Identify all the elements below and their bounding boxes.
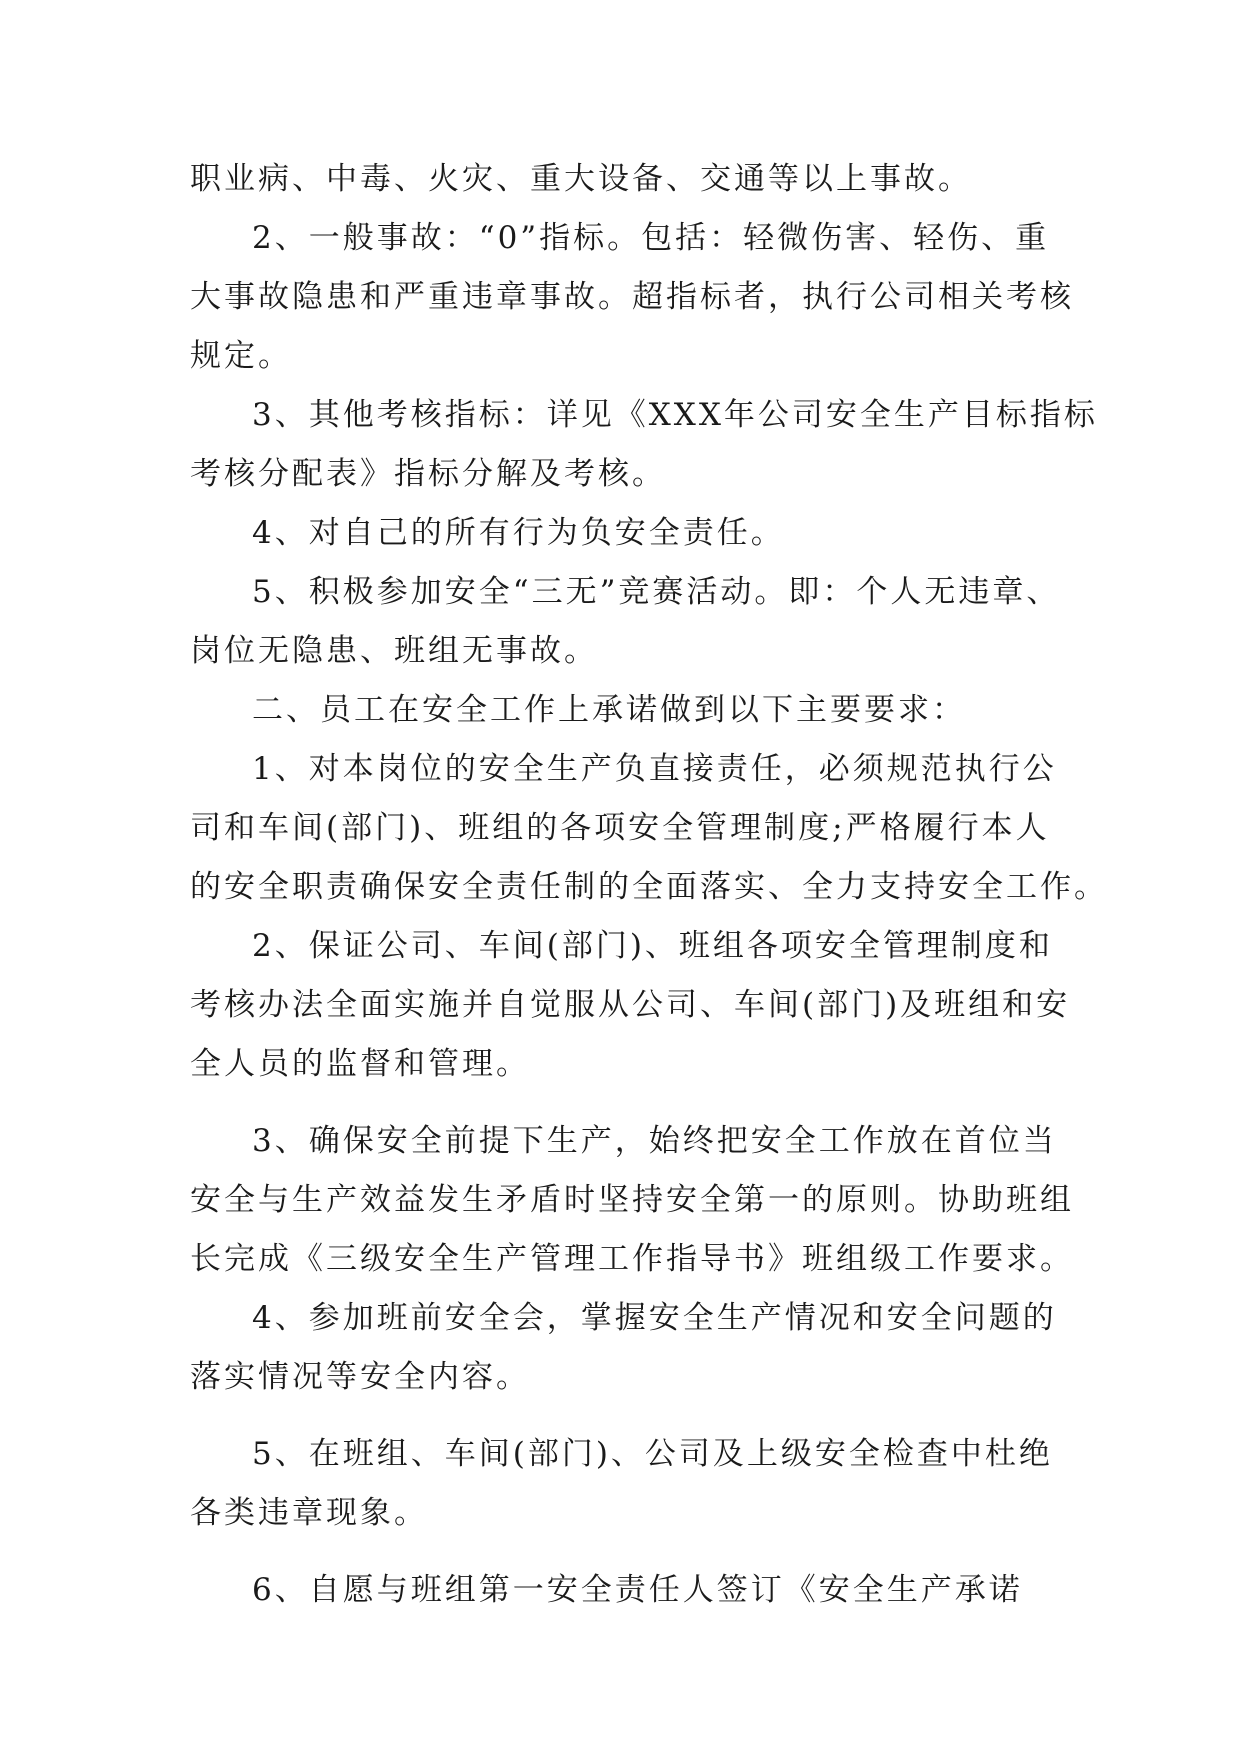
text-line: 长完成《三级安全生产管理工作指导书》班组级工作要求。	[190, 1241, 1074, 1277]
text-line: 全人员的监督和管理。	[190, 1046, 530, 1082]
document-body	[190, 150, 1108, 1620]
text-line: 大事故隐患和严重违章事故。超指标者，执行公司相关考核	[190, 279, 1074, 315]
text-line: 考核分配表》指标分解及考核。	[190, 456, 666, 492]
text-line: 落实情况等安全内容。	[190, 1359, 530, 1395]
text-line: 规定。	[190, 338, 292, 374]
text-line: 5、在班组、车间(部门)、公司及上级安全检查中杜绝	[252, 1436, 1053, 1472]
section-heading: 二、员工在安全工作上承诺做到以下主要要求：	[252, 692, 966, 728]
text-line: 5、积极参加安全“三无”竞赛活动。即：个人无违章、	[252, 574, 1061, 610]
text-line: 4、参加班前安全会，掌握安全生产情况和安全问题的	[252, 1300, 1057, 1336]
text-line: 2、一般事故：“0”指标。包括：轻微伤害、轻伤、重	[252, 220, 1050, 256]
text-line: 岗位无隐患、班组无事故。	[190, 633, 598, 669]
text-line: 4、对自己的所有行为负安全责任。	[252, 515, 785, 551]
text-line: 考核办法全面实施并自觉服从公司、车间(部门)及班组和安	[190, 987, 1071, 1023]
text-line: 2、保证公司、车间(部门)、班组各项安全管理制度和	[252, 928, 1053, 964]
text-line: 司和车间(部门)、班组的各项安全管理制度;严格履行本人	[190, 810, 1050, 846]
text-line: 各类违章现象。	[190, 1495, 428, 1531]
text-line: 3、确保安全前提下生产，始终把安全工作放在首位当	[252, 1123, 1057, 1159]
text-line: 安全与生产效益发生矛盾时坚持安全第一的原则。协助班组	[190, 1182, 1074, 1218]
text-line: 3、其他考核指标：详见《XXX年公司安全生产目标指标	[252, 397, 1098, 433]
text-line: 6、自愿与班组第一安全责任人签订《安全生产承诺	[252, 1572, 1023, 1608]
text-line: 1、对本岗位的安全生产负直接责任，必须规范执行公	[252, 751, 1057, 787]
text-line: 的安全职责确保安全责任制的全面落实、全力支持安全工作。	[190, 869, 1108, 905]
text-line: 职业病、中毒、火灾、重大设备、交通等以上事故。	[190, 161, 972, 197]
